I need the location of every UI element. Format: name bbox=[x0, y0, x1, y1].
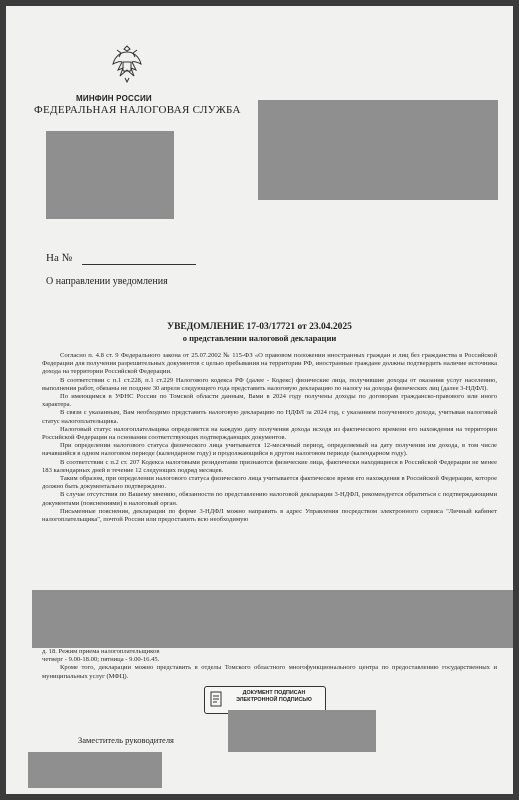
paragraph: В случае отсутствия по Вашему мнению, обязанности по представлению налоговой декларации 3-НДФЛ, рекомендуется обратиться с подтверждающими документами (пояснениями) в налоговый орган. bbox=[42, 491, 497, 507]
russian-emblem-icon bbox=[103, 40, 151, 88]
stamp-line: ЭЛЕКТРОННОЙ ПОДПИСЬЮ bbox=[236, 696, 312, 703]
redacted-block bbox=[28, 752, 162, 788]
paragraph: В соответствии с п.1 ст.228, п.1 ст.229 Налогового кодекса РФ (далее - Кодекс) физические лица, получившие доходы от оказания услуг населению, выполнения работ, обязаны не позднее 30 апреля следующего года представить налоговую декларацию по налогу на доходы физических лиц (далее 3-НДФЛ). bbox=[42, 376, 497, 392]
document-page bbox=[6, 6, 513, 794]
service-name: ФЕДЕРАЛЬНАЯ НАЛОГОВАЯ СЛУЖБА bbox=[34, 104, 241, 116]
paragraph: В связи с указанным, Вам необходимо представить налоговую декларацию по НДФЛ за 2024 год, с указанием полученного дохода, учитывая налоговый статус налогоплательщика. bbox=[42, 409, 497, 425]
number-underline bbox=[82, 264, 196, 265]
office-hours-line: д. 18. Режим приема налогоплательщиков bbox=[42, 648, 160, 655]
signature-stamp-icon bbox=[209, 691, 223, 707]
mfc-paragraph: Кроме того, декларации можно представить в отделы Томского областного многофункционального центра по предоставлению государственных и муниципальных услуг (МФЦ). bbox=[42, 664, 497, 680]
paragraph: Письменные пояснения, декларации по форме 3-НДФЛ можно направить в адрес Управления посредством электронного сервиса "Личный кабинет налогоплательщика", почтой России или предоставить всю необходимую bbox=[42, 507, 497, 524]
notice-subtitle: о представлении налоговой декларации bbox=[182, 333, 337, 343]
paragraph: Налоговый статус налогоплательщика определяется на каждую дату получения дохода исходя из фактического времени его нахождения на территории Российской Федерации на основании соответствующих подтверждающих документов. bbox=[42, 425, 497, 442]
redacted-block bbox=[228, 710, 376, 752]
redacted-block bbox=[258, 100, 498, 200]
signer-position: Заместитель руководителя bbox=[78, 735, 174, 745]
paragraph: По имеющимся в УФНС России по Томской области данным, Вами в 2024 году получены доходы по договорам гражданско-правового или иного характера. bbox=[42, 393, 497, 409]
redacted-block bbox=[46, 131, 174, 219]
ministry-name: МИНФИН РОССИИ bbox=[76, 94, 152, 103]
office-hours bbox=[42, 648, 497, 681]
office-hours-line: четверг - 9.00-18.00; пятница - 9.00-16.45. bbox=[42, 656, 160, 664]
stamp-line: ДОКУМЕНТ ПОДПИСАН bbox=[242, 690, 306, 696]
notice-title: УВЕДОМЛЕНИЕ 17-03/17721 от 23.04.2025 bbox=[167, 322, 352, 332]
redacted-block bbox=[32, 590, 513, 648]
paragraph: В соответствии с п.2 ст. 207 Кодекса налоговыми резидентами признаются физические лица, фактически находящиеся в Российской Федерации не менее 183 календарных дней в течение 12 следующих подряд месяцев. bbox=[42, 458, 497, 474]
paragraph: Согласно п. 4.8 ст. 9 Федерального закона от 25.07.2002 № 115-ФЗ «О правовом положении иностранных граждан и лиц без гражданства в Российской Федерации для получения разрешительных документов с целью пребывания на территории РФ, иностранные граждане должны подтвердить наличие источника дохода на территории Российской Федерации. bbox=[42, 352, 497, 376]
stamp-text bbox=[227, 690, 321, 703]
paragraph: Таким образом, при определении налогового статуса физического лица учитывается фактическое время его нахождения в Российской Федерации, которое должно быть документально подтверждено. bbox=[42, 475, 497, 491]
reply-label: О направлении уведомления bbox=[46, 276, 168, 287]
notice-body bbox=[42, 352, 497, 524]
paragraph: При определении налогового статуса физического лица учитывается 12-месячный период, определяемый на дату получения им дохода, в том числе начавшийся в одном налоговом периоде (календарном году) и продолжающийся в другом налоговом периоде (календарном году). bbox=[42, 442, 497, 458]
number-label: На № bbox=[46, 252, 73, 264]
